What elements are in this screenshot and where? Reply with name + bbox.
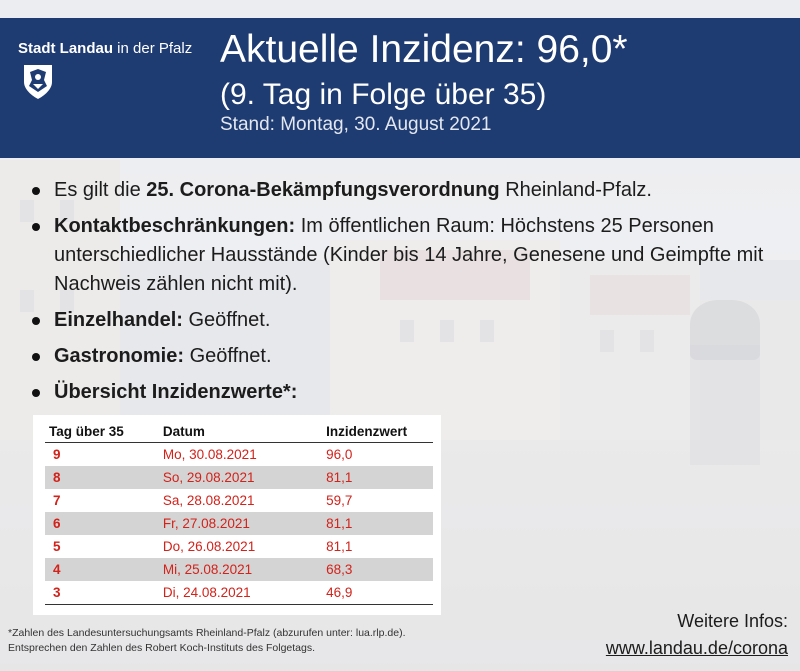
day-cell: 3 bbox=[45, 581, 159, 605]
table-row bbox=[45, 466, 433, 489]
footnote bbox=[8, 626, 478, 656]
list-item: Es gilt die 25. Corona-Bekämpfungsverordnung Rheinland-Pfalz. bbox=[28, 176, 788, 205]
footnote-line: *Zahlen des Landesuntersuchungsamts Rheinland-Pfalz (abzurufen unter: lua.rlp.de). bbox=[8, 627, 406, 639]
date-cell: Fr, 27.08.2021 bbox=[159, 512, 322, 535]
status-date: Stand: Montag, 30. August 2021 bbox=[220, 114, 492, 135]
incidence-subtitle: (9. Tag in Folge über 35) bbox=[220, 78, 547, 111]
list-item: Gastronomie: Geöffnet. bbox=[28, 342, 788, 371]
table-header-row bbox=[45, 420, 433, 443]
day-cell: 6 bbox=[45, 512, 159, 535]
day-cell: 8 bbox=[45, 466, 159, 489]
day-cell: 4 bbox=[45, 558, 159, 581]
corona-info-link[interactable]: www.landau.de/corona bbox=[605, 638, 788, 658]
value-cell: 68,3 bbox=[322, 558, 433, 581]
date-cell: Di, 24.08.2021 bbox=[159, 581, 322, 605]
more-info bbox=[606, 608, 788, 662]
day-cell: 7 bbox=[53, 493, 61, 508]
list-item: Übersicht Inzidenzwerte*: bbox=[28, 378, 788, 407]
date-cell: Mo, 30.08.2021 bbox=[162, 447, 257, 462]
brand-name: Stadt Landau in der Pfalz bbox=[18, 40, 193, 57]
header-banner bbox=[0, 18, 800, 158]
list-item: Kontaktbeschränkungen: Im öffentlichen Raum: Höchstens 25 Personen unterschiedlicher Hausstände (Kinder bis 14 Jahre, Genesene und Geimpfte mit Nachweis zählen nicht mit). bbox=[28, 212, 788, 299]
value-cell: 96,0 bbox=[326, 447, 353, 462]
table-row bbox=[45, 535, 433, 558]
date-cell: So, 29.08.2021 bbox=[159, 466, 322, 489]
table-row bbox=[45, 558, 433, 581]
incidence-title: Aktuelle Inzidenz: 96,0* bbox=[220, 28, 628, 71]
value-cell: 81,1 bbox=[326, 539, 353, 554]
value-cell: 81,1 bbox=[322, 512, 433, 535]
date-cell: Do, 26.08.2021 bbox=[162, 539, 256, 554]
incidence-table-panel bbox=[33, 415, 441, 615]
coat-of-arms-icon bbox=[21, 62, 55, 102]
table-row bbox=[45, 512, 433, 535]
date-cell: Mi, 25.08.2021 bbox=[159, 558, 322, 581]
rules-list bbox=[28, 176, 788, 414]
date-cell: Sa, 28.08.2021 bbox=[162, 493, 255, 508]
value-cell: 46,9 bbox=[322, 581, 433, 605]
more-info-label: Weitere Infos: bbox=[677, 611, 788, 631]
table-row bbox=[45, 581, 433, 605]
value-cell: 81,1 bbox=[322, 466, 433, 489]
column-header-day: Tag über 35 bbox=[45, 420, 159, 443]
day-cell: 5 bbox=[53, 539, 61, 554]
day-cell: 9 bbox=[53, 447, 61, 462]
column-header-value: Inzidenzwert bbox=[322, 420, 433, 443]
column-header-date: Datum bbox=[159, 420, 322, 443]
list-item: Einzelhandel: Geöffnet. bbox=[28, 306, 788, 335]
table-row bbox=[45, 443, 433, 467]
incidence-table bbox=[45, 420, 433, 605]
footnote-line: Entsprechen den Zahlen des Robert Koch-Instituts des Folgetags. bbox=[8, 642, 316, 654]
value-cell: 59,7 bbox=[326, 493, 353, 508]
table-row bbox=[45, 489, 433, 512]
